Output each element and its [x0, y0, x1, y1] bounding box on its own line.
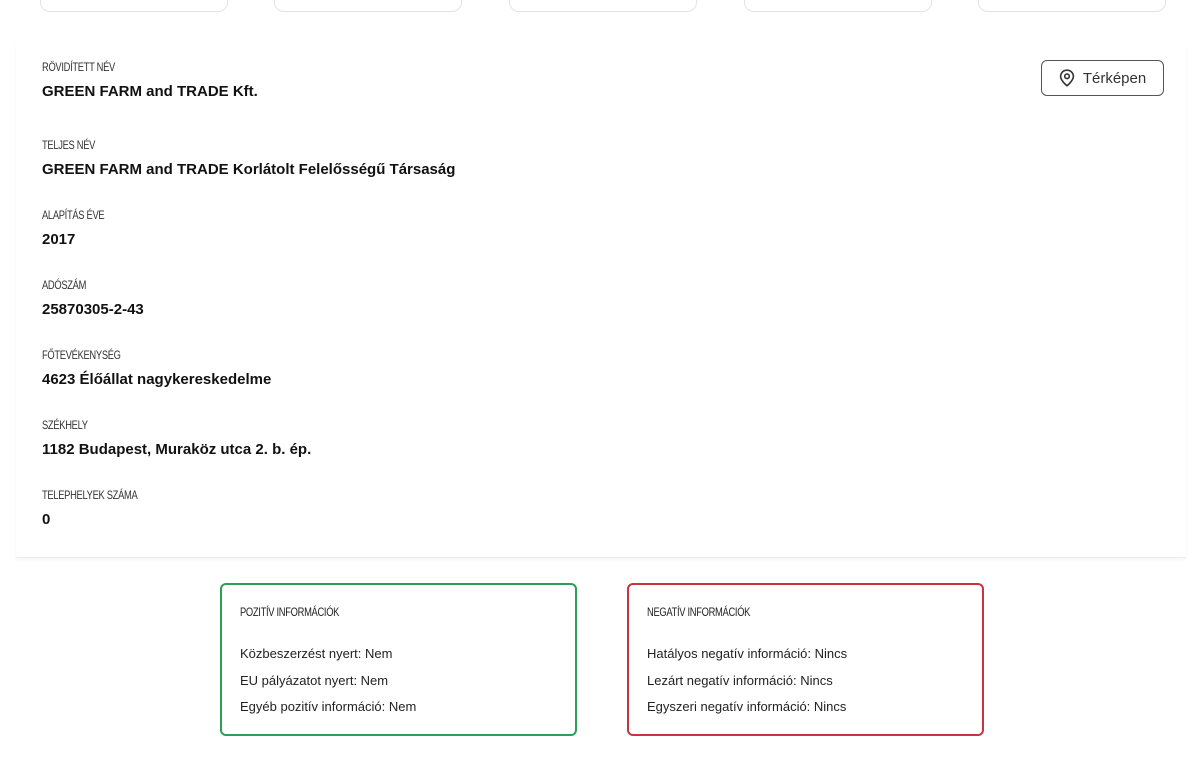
field-label: ALAPÍTÁS ÉVE — [42, 208, 105, 222]
field-headquarters — [42, 418, 311, 459]
list-item: Egyéb pozitív információ: Nem — [240, 699, 417, 714]
field-value: 1182 Budapest, Muraköz utca 2. b. ép. — [42, 441, 312, 458]
field-value: 0 — [42, 511, 51, 528]
field-label: FŐTEVÉKENYSÉG — [42, 348, 121, 362]
field-label: ADÓSZÁM — [42, 278, 87, 292]
field-value: GREEN FARM and TRADE Korlátolt Felelősségű Társaság — [42, 161, 456, 178]
field-site-count — [42, 488, 164, 529]
field-tax-number — [42, 278, 144, 319]
field-founding-year — [42, 208, 122, 249]
negative-info-title: NEGATÍV INFORMÁCIÓK — [647, 605, 751, 619]
top-card[interactable] — [40, 0, 228, 12]
company-info-panel — [16, 40, 1186, 558]
negative-info-list — [647, 641, 847, 721]
list-item: Egyszeri negatív információ: Nincs — [647, 699, 847, 714]
positive-info-box — [220, 583, 577, 736]
map-button[interactable] — [1041, 60, 1164, 96]
map-button-label: Térképen — [1082, 69, 1147, 87]
positive-info-title: POZITÍV INFORMÁCIÓK — [240, 605, 340, 619]
list-item: Lezárt negatív információ: Nincs — [647, 672, 833, 688]
field-value: GREEN FARM and TRADE Kft. — [42, 83, 258, 100]
top-card[interactable] — [509, 0, 697, 12]
top-card[interactable] — [744, 0, 932, 12]
field-main-activity — [42, 348, 271, 389]
field-label: TELEPHELYEK SZÁMA — [42, 488, 138, 502]
field-label: SZÉKHELY — [42, 418, 88, 432]
top-card[interactable] — [274, 0, 462, 12]
field-value: 25870305-2-43 — [42, 301, 144, 318]
field-value: 2017 — [42, 231, 76, 248]
top-card[interactable] — [978, 0, 1166, 12]
negative-info-box — [627, 583, 984, 736]
top-card-row — [0, 0, 1200, 14]
list-item: EU pályázatot nyert: Nem — [240, 672, 389, 688]
field-short-name — [42, 60, 258, 101]
list-item: Hatályos negatív információ: Nincs — [647, 646, 848, 661]
field-value: 4623 Élőállat nagykereskedelme — [42, 371, 272, 388]
list-item: Közbeszerzést nyert: Nem — [240, 646, 393, 661]
field-full-name — [42, 138, 455, 179]
map-pin-icon — [1059, 69, 1075, 87]
positive-info-list — [240, 641, 416, 721]
field-label: TELJES NÉV — [42, 138, 96, 152]
field-label: RÖVIDÍTETT NÉV — [42, 60, 115, 74]
